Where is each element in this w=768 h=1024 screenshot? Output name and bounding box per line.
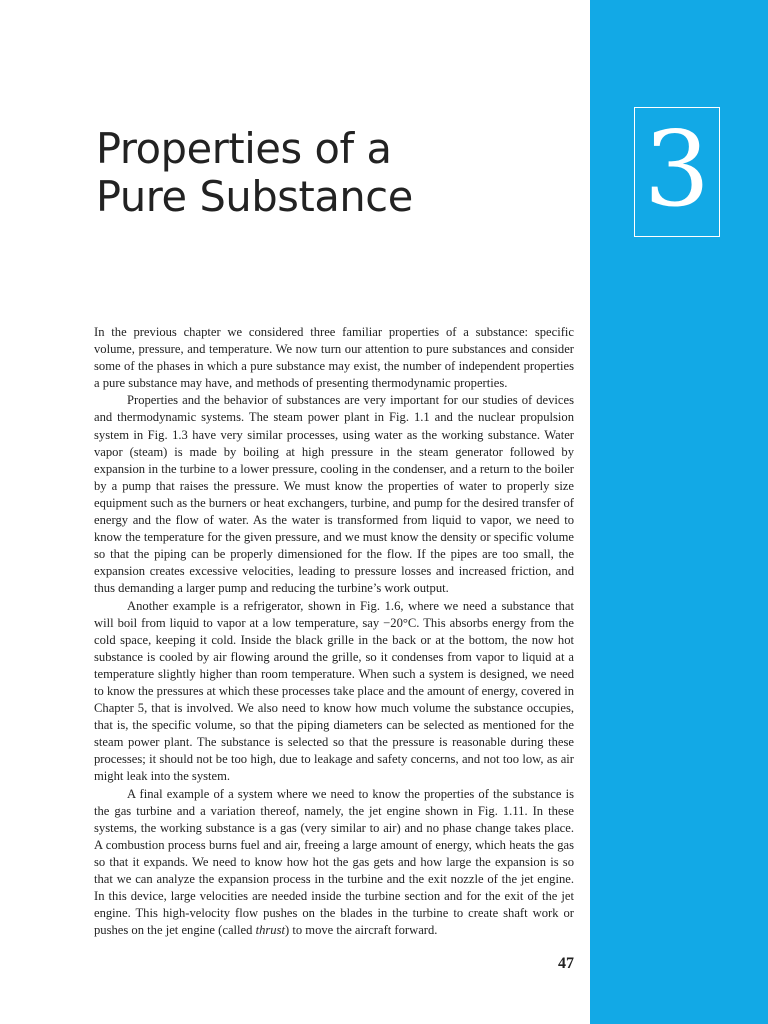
paragraph-gas-turbine-end: ) to move the aircraft forward. xyxy=(284,923,438,938)
page-number: 47 xyxy=(558,955,574,972)
paragraph-intro: In the previous chapter we considered three familiar properties of a substance: specific volume, pressure, and temperature. We now turn our attention to pure substances and consider some of the phases in which a pure substance may exist, the number of independent properties a pure substance may have, and methods of presenting thermodynamic properties. xyxy=(94,325,574,391)
paragraph-gas-turbine xyxy=(94,786,574,940)
paragraph-steam-power-plant: Properties and the behavior of substances are very important for our studies of devices and thermodynamic systems. The steam power plant in Fig. 1.1 and the nuclear propulsion system in Fig. 1.3 have very similar processes, using water as the working substance. Water vapor (steam) is made by boiling at high pressure in the steam generator followed by expansion in the turbine to a lower pressure, cooling in the condenser, and a return to the boiler by a pump that raises the pressure. We must know the properties of water to properly size equipment such as the burners or heat exchangers, turbine, and pump for the desired transfer of energy and the flow of water. As the water is transformed from liquid to vapor, we need to know the temperature for the given pressure, and we must know the density or specific volume so that the piping can be properly dimensioned for the flow. If the pipes are too small, the expansion creates excessive velocities, leading to pressure losses and increased friction, and thus demanding a larger pump and reducing the turbine’s work output. xyxy=(94,393,574,596)
chapter-number-box xyxy=(634,107,720,237)
chapter-number: 3 xyxy=(643,108,711,230)
paragraph-refrigerator: Another example is a refrigerator, shown in Fig. 1.6, where we need a substance that will boil from liquid to vapor at a low temperature, say −20°C. This absorbs energy from the cold space, keeping it cold. Inside the black grille in the back or at the bottom, the now hot substance is cooled by air flowing around the grille, so it condenses from vapor to liquid at a temperature slightly higher than room temperature. When such a system is designed, we need to know the pressures at which these processes take place and the amount of energy, covered in Chapter 5, that is involved. We also need to know how much volume the substance occupies, that is, the specific volume, so that the piping diameters can be selected as mentioned for the steam power plant. The substance is selected so that the pressure is reasonable during these processes; it should not be too high, due to leakage and safety concerns, and not too low, as air might leak into the system. xyxy=(94,598,574,784)
chapter-title xyxy=(96,125,566,221)
paragraph-gas-turbine-text: A final example of a system where we need to know the properties of the substance is the gas turbine and a variation thereof, namely, the jet engine shown in Fig. 1.11. In these systems, the working substance is a gas (very similar to air) and no phase change takes place. A combustion process burns fuel and air, freeing a large amount of energy, which heats the gas so that it expands. We need to know how hot the gas gets and how large the expansion is so that we can analyze the expansion process in the turbine and the exit nozzle of the jet engine. In this device, large velocities are needed inside the turbine section and for the exit of the jet engine. This high-velocity flow pushes on the blades in the turbine to create shaft work or pushes on the jet engine (called xyxy=(94,786,574,938)
chapter-title-line-1: Properties of a xyxy=(96,124,392,173)
chapter-body xyxy=(94,324,574,939)
chapter-title-line-2: Pure Substance xyxy=(96,172,413,221)
chapter-side-band xyxy=(590,0,768,1024)
thrust-term: thrust xyxy=(255,923,285,938)
